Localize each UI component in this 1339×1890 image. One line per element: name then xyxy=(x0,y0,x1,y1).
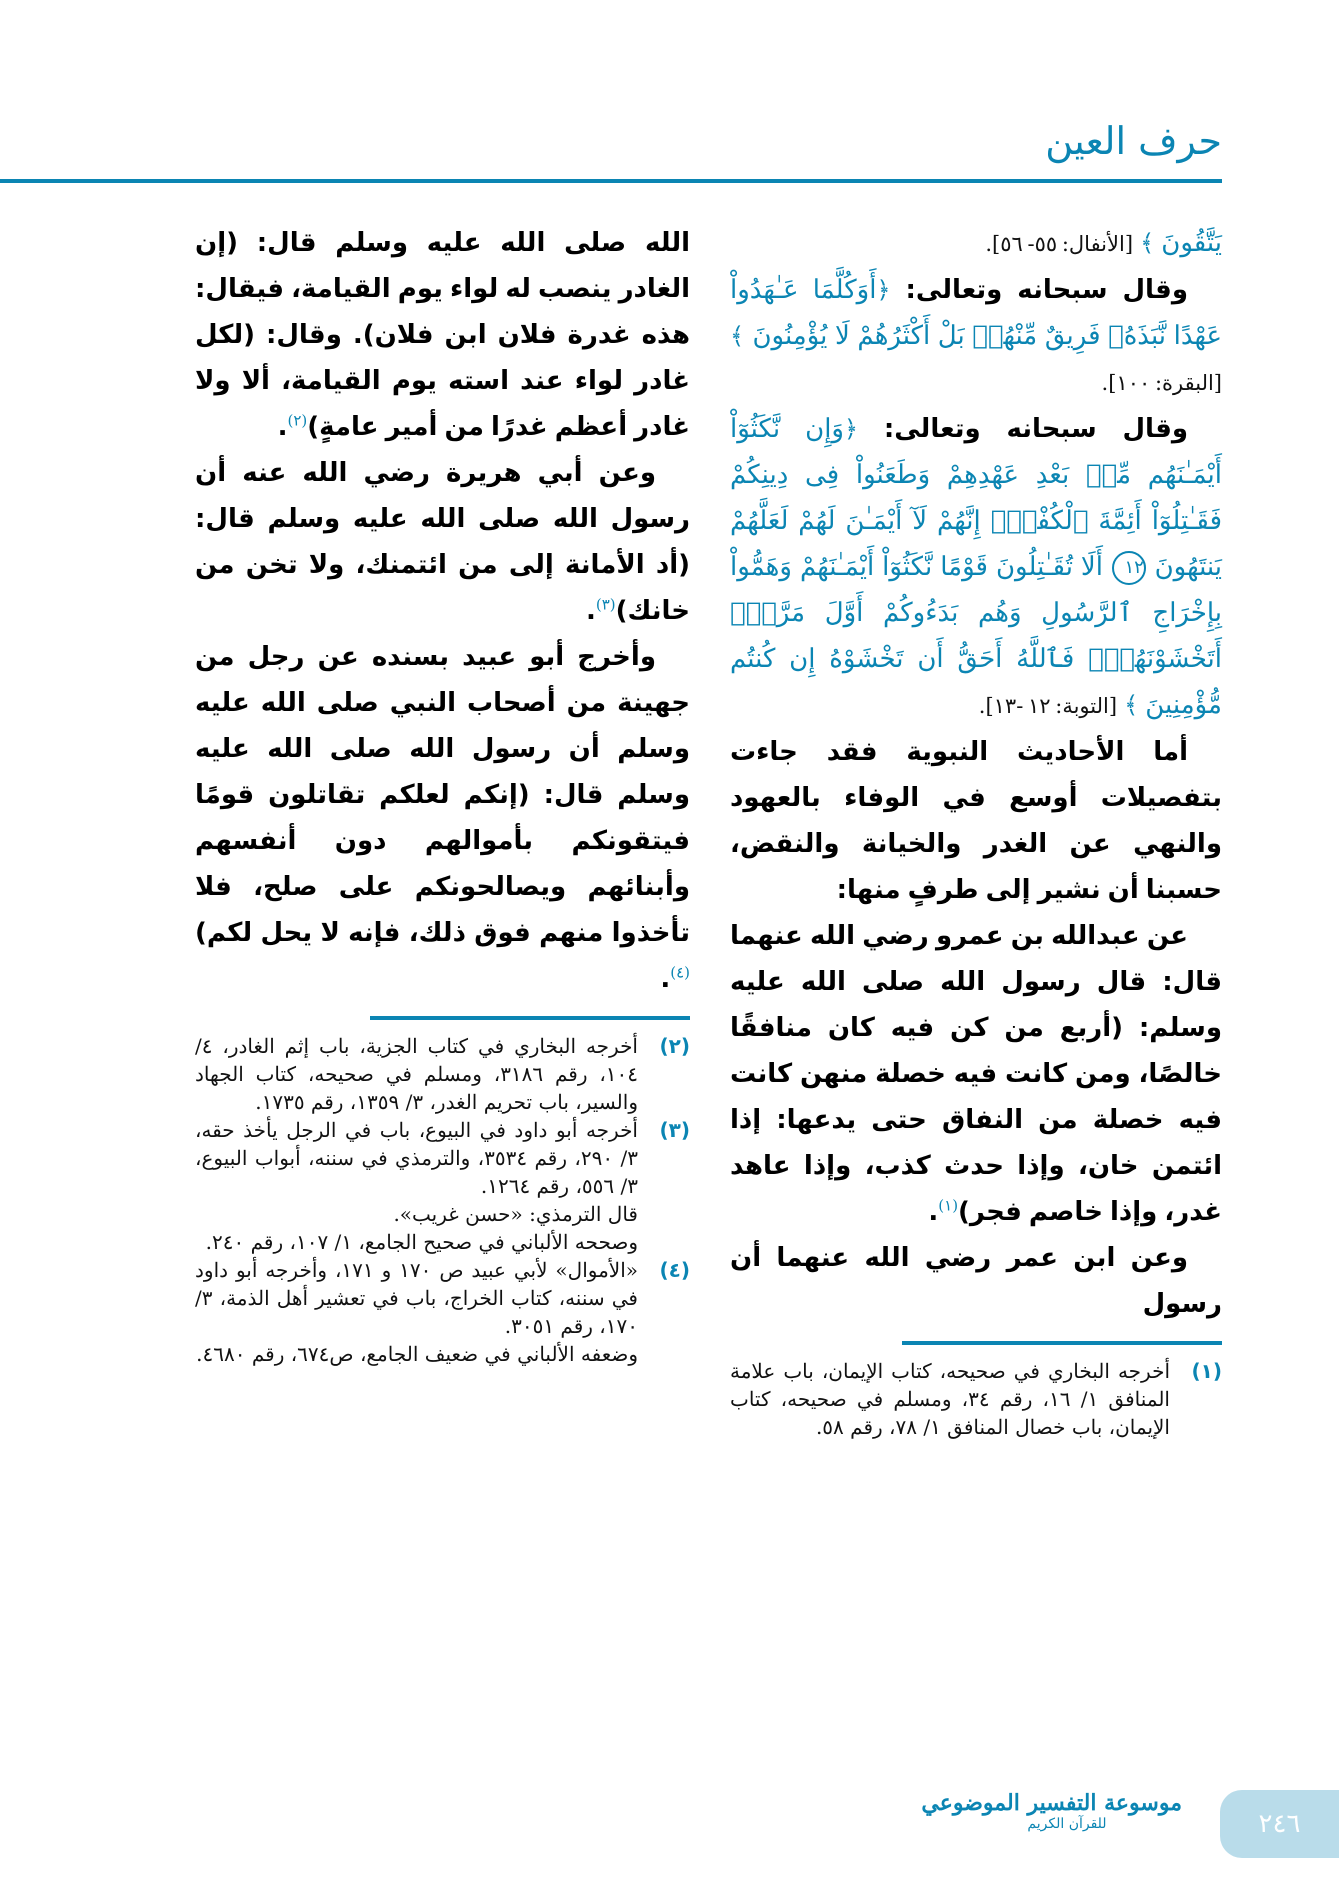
footnote-3-note: قال الترمذي: «حسن غريب». xyxy=(393,1202,638,1226)
paragraph-baqarah xyxy=(730,267,1222,406)
hadith-text: وعن أبي هريرة رضي الله عنه أن رسول الله صلى الله عليه وسلم قال: (أد الأمانة إلى من ائتمنك، ولا تخن من خانك) xyxy=(195,458,690,626)
footnote-4-note: وضعفه الألباني في ضعيف الجامع، ص٦٧٤، رقم ٤٦٨٠. xyxy=(196,1342,638,1366)
quran-text: أَلَا تُقَـٰتِلُونَ قَوْمًا نَّكَثُوٓاْ أَيْمَـٰنَهُمْ وَهَمُّواْ بِإِخْرَاجِ ٱلرَّسُولِ وَهُم بَدَءُوكُمْ أَوَّلَ مَرَّةٍۚ أَتَخْشَوْنَهُمْۚ فَٱللَّهُ أَحَقُّ أَن تَخْشَوْهُ إِن كُنتُم مُّؤْمِنِينَ xyxy=(730,552,1222,720)
period: . xyxy=(585,596,596,626)
right-column xyxy=(730,220,1222,1441)
chapter-title: حرف العين xyxy=(1045,119,1222,163)
footnote-number: (٣) xyxy=(659,1118,690,1142)
close-bracket-ornament-icon: ﴾ xyxy=(1124,691,1139,719)
footnote-text: أخرجه أبو داود في البيوع، باب في الرجل يأخذ حقه، ٣/ ٢٩٠، رقم ٣٥٣٤، والترمذي في سننه، أبواب البيوع، ٣/ ٥٥٦، رقم ١٢٦٤. xyxy=(195,1118,638,1198)
open-bracket-ornament-icon: ﴿ xyxy=(876,276,891,304)
footnote-marker[interactable]: (٣) xyxy=(595,595,616,614)
paragraph-hadith-intro: أما الأحاديث النبوية فقد جاءت بتفصيلات أوسع في الوفاء بالعهود والنهي عن الغدر والخيانة والنقض، حسبنا أن نشير إلى طرفٍ منها: xyxy=(730,737,1222,905)
footnote-text: أخرجه البخاري في كتاب الجزية، باب إثم الغادر، ٤/ ١٠٤، رقم ٣١٨٦، ومسلم في صحيحه، كتاب الجهاد والسير، باب تحريم الغدر، ٣/ ١٣٥٩، رقم ١٧٣٥. xyxy=(195,1034,639,1114)
footnote-1 xyxy=(730,1357,1222,1441)
close-bracket-ornament-icon: ﴾ xyxy=(1140,229,1155,257)
page-footer xyxy=(0,1790,1339,1870)
footnotes-right xyxy=(730,1357,1222,1441)
quran-text: أَوَكُلَّمَا عَـٰهَدُواْ عَهْدًا نَّبَذَهُۥ فَرِيقٌ مِّنْهُمۚ بَلْ أَكْثَرُهُمْ لَا يُؤْمِنُونَ xyxy=(730,275,1222,351)
series-logo xyxy=(921,1790,1182,1833)
paragraph-hadith-2-cont xyxy=(195,220,690,450)
hadith-text: وأخرج أبو عبيد بسنده عن رجل من جهينة من أصحاب النبي صلى الله عليه وسلم أن رسول الله صلى الله عليه وسلم قال: (إنكم لعلكم تقاتلون قومًا فيتقونكم بأموالهم دون أنفسهم وأبنائهم ويصالحونكم على صلح، فلا تأخذوا منهم فوق ذلك، فإنه لا يحل لكم) xyxy=(195,642,690,948)
quran-reference: [التوبة: ١٢ -١٣]. xyxy=(978,694,1118,718)
quran-text: وَإِن نَّكَثُوٓاْ أَيْمَـٰنَهُم مِّنۢ بَعْدِ عَهْدِهِمْ وَطَعَنُواْ فِى دِينِكُمْ فَقَـٰتِلُوٓاْ أَئِمَّةَ ٱلْكُفْرِۙ إِنَّهُمْ لَآ أَيْمَـٰنَ لَهُمْ لَعَلَّهُمْ يَنتَهُونَ xyxy=(730,414,1222,582)
footnote-3 xyxy=(195,1116,690,1200)
paragraph-anfal-end xyxy=(730,220,1222,267)
logo-subtitle: للقرآن الكريم xyxy=(1027,1816,1107,1833)
footnote-marker[interactable]: (١) xyxy=(938,1196,959,1215)
left-column xyxy=(195,220,690,1368)
open-bracket-ornament-icon: ﴿ xyxy=(843,415,859,443)
paragraph-hadith-2-start: وعن ابن عمر رضي الله عنهما أن رسول xyxy=(730,1243,1222,1319)
header-rule xyxy=(0,179,1222,183)
page-number: ٢٤٦ xyxy=(1258,1809,1301,1839)
logo-title: موسوعة التفسير الموضوعي xyxy=(921,1790,1182,1816)
footnote-2 xyxy=(195,1032,690,1116)
paragraph-tawbah xyxy=(730,406,1222,729)
footnotes-left xyxy=(195,1032,690,1368)
footnote-number: (١) xyxy=(1191,1359,1222,1383)
footnote-3-note: وصححه الألباني في صحيح الجامع، ١/ ١٠٧، رقم ٢٤٠. xyxy=(205,1230,638,1254)
hadith-text: عن عبدالله بن عمرو رضي الله عنهما قال: قال رسول الله صلى الله عليه وسلم: (أربع من كن فيه كان منافقًا خالصًا، ومن كانت فيه خصلة منهن كانت فيه خصلة من النفاق حتى يدعها: إذا ائتمن خان، وإذا حدث كذب، وإذا عاهد غدر، وإذا خاصم فجر) xyxy=(730,921,1222,1227)
page-number-tab xyxy=(1220,1790,1339,1858)
footnote-separator xyxy=(902,1341,1222,1345)
footnote-separator xyxy=(370,1016,690,1020)
period: . xyxy=(928,1197,939,1227)
paragraph-hadith-1 xyxy=(730,913,1222,1235)
footnote-4 xyxy=(195,1256,690,1340)
footnote-marker[interactable]: (٤) xyxy=(670,963,690,982)
paragraph-hadith-3 xyxy=(195,450,690,634)
footnote-marker[interactable]: (٢) xyxy=(287,411,308,430)
intro-text: وقال سبحانه وتعالى: xyxy=(905,275,1188,305)
period: . xyxy=(660,964,671,994)
close-bracket-ornament-icon: ﴾ xyxy=(730,322,745,350)
footnote-text: أخرجه البخاري في صحيحه، كتاب الإيمان، باب علامة المنافق ١/ ١٦، رقم ٣٤، ومسلم في صحيحه، كتاب الإيمان، باب خصال المنافق ١/ ٧٨، رقم ٥٨. xyxy=(730,1359,1170,1439)
quran-reference: [الأنفال: ٥٥- ٥٦]. xyxy=(985,232,1134,256)
footnote-number: (٤) xyxy=(659,1258,690,1282)
verse-number-medallion: ١٢ xyxy=(1112,551,1146,585)
footnote-text: «الأموال» لأبي عبيد ص ١٧٠ و ١٧١، وأخرجه أبو داود في سننه، كتاب الخراج، باب في تعشير أهل الذمة، ٣/ ١٧٠، رقم ٣٠٥١. xyxy=(195,1258,638,1338)
paragraph-hadith-4 xyxy=(195,634,690,1002)
hadith-text: الله صلى الله عليه وسلم قال: (إن الغادر ينصب له لواء يوم القيامة، فيقال: هذه غدرة فلان ابن فلان). وقال: (لكل غادر لواء عند استه يوم القيامة، ألا ولا غادر أعظم غدرًا من أمير عامةٍ) xyxy=(195,228,690,442)
footnote-number: (٢) xyxy=(659,1034,690,1058)
period: . xyxy=(277,412,288,442)
intro-text: وقال سبحانه وتعالى: xyxy=(883,414,1189,444)
quran-text: يَتَّقُونَ xyxy=(1161,228,1222,258)
quran-reference: [البقرة: ١٠٠]. xyxy=(1101,371,1222,395)
